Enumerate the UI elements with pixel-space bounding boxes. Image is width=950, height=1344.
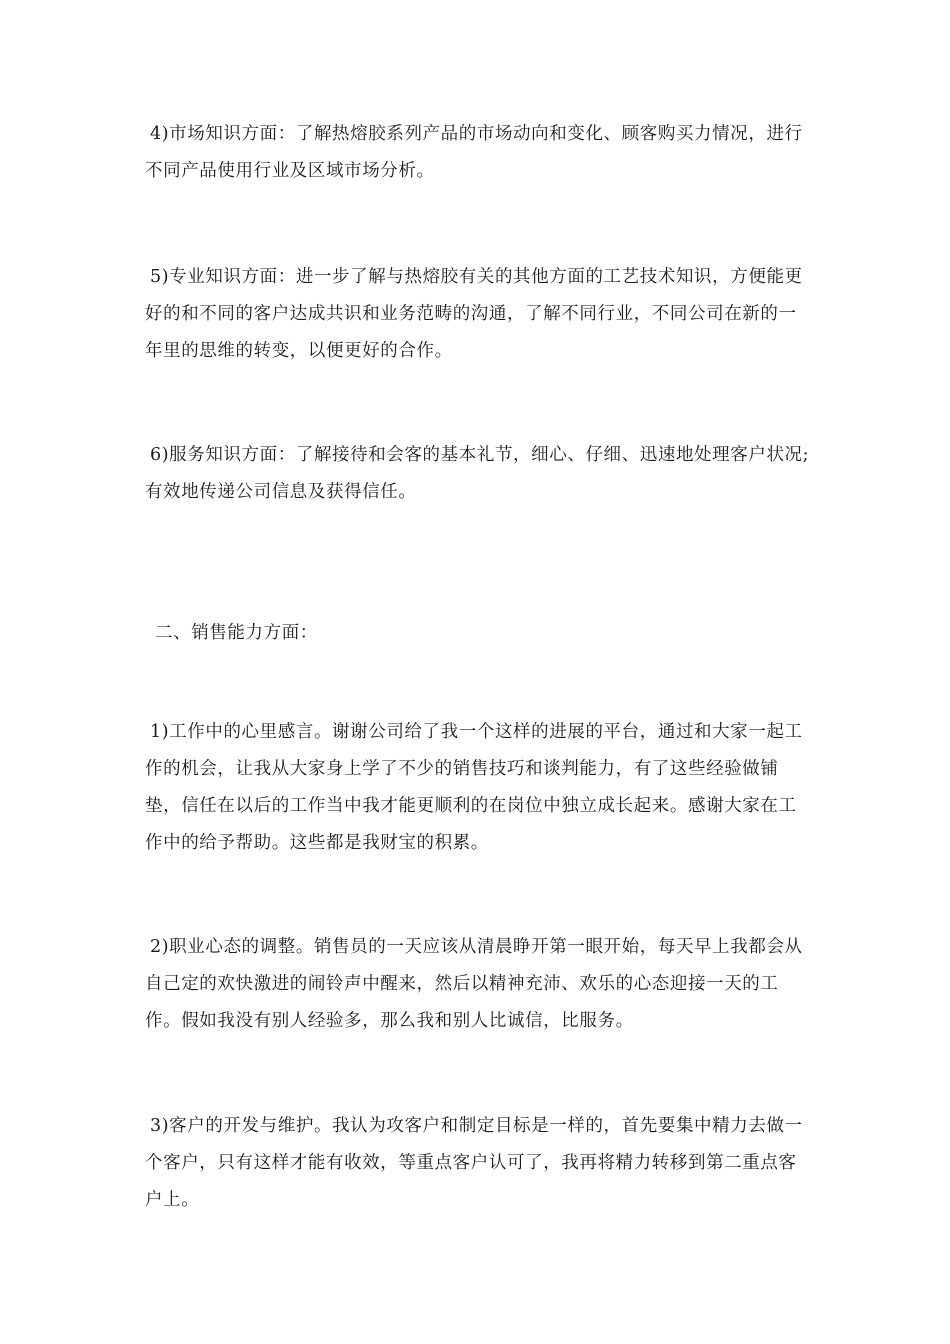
paragraph-work-reflections: 1)工作中的心里感言。谢谢公司给了我一个这样的进展的平台，通过和大家一起工作的机会，让我从大家身上学了不少的销售技巧和谈判能力，有了这些经验做铺垫，信任在以后的工作当中我才能更顺利的在岗位中独立成长起来。感谢大家在工作中的给予帮助。这些都是我财宝的积累。 bbox=[145, 722, 803, 853]
section-heading-sales-ability: 二、销售能力方面： bbox=[155, 623, 318, 643]
paragraph-client-development: 3)客户的开发与维护。我认为攻客户和制定目标是一样的，首先要集中精力去做一个客户，只有这样才能有收效，等重点客户认可了，我再将精力转移到第二重点客户上。 bbox=[145, 1116, 803, 1210]
paragraph-mindset-adjustment: 2)职业心态的调整。销售员的一天应该从清晨睁开第一眼开始，每天早上我都会从自己定的欢快激进的闹铃声中醒来，然后以精神充沛、欢乐的心态迎接一天的工作。假如我没有别人经验多，那么我和别人比诚信，比服务。 bbox=[145, 937, 803, 1031]
paragraph-service-knowledge: 6)服务知识方面：了解接待和会客的基本礼节，细心、仔细、迅速地处理客户状况;有效地传递公司信息及获得信任。 bbox=[145, 445, 810, 502]
paragraph-professional-knowledge: 5)专业知识方面：进一步了解与热熔胶有关的其他方面的工艺技术知识，方便能更好的和不同的客户达成共识和业务范畴的沟通，了解不同行业，不同公司在新的一年里的思维的转变，以便更好的合作。 bbox=[145, 267, 803, 361]
paragraph-market-knowledge: 4)市场知识方面：了解热熔胶系列产品的市场动向和变化、顾客购买力情况，进行不同产品使用行业及区域市场分析。 bbox=[145, 124, 803, 181]
